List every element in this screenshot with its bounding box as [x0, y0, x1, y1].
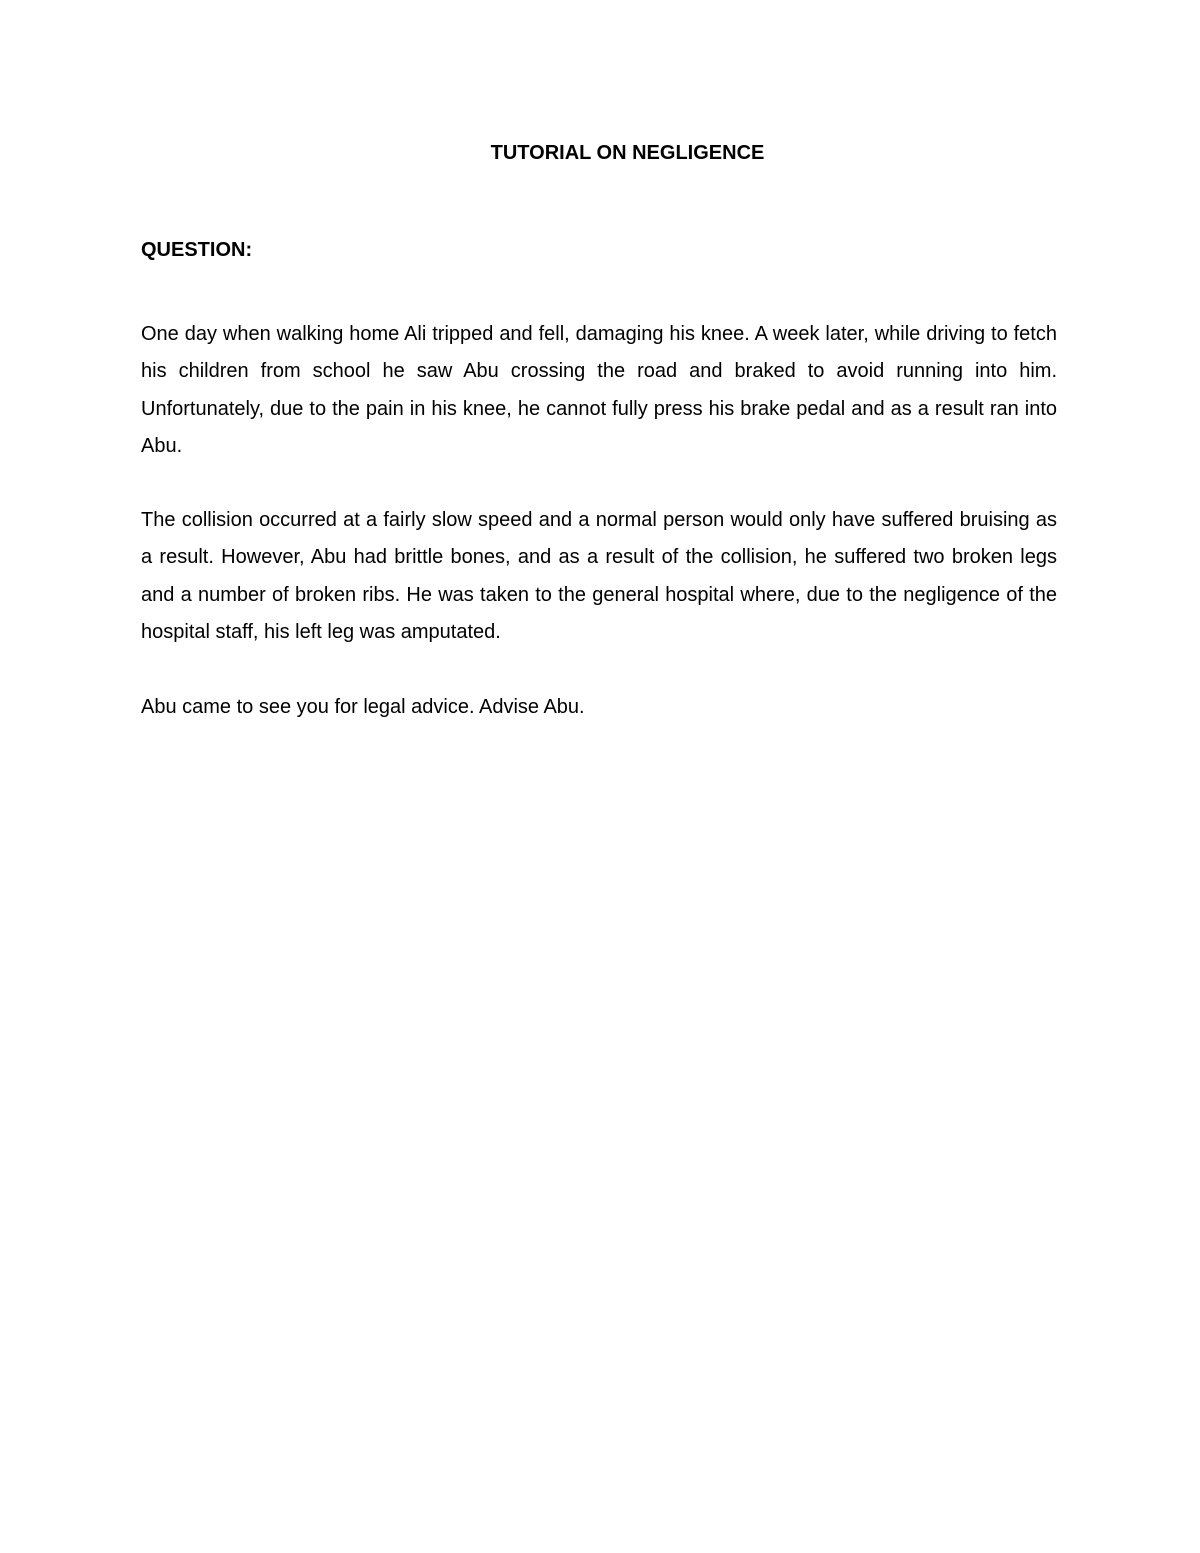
question-heading: QUESTION:	[141, 239, 253, 261]
paragraph-facts: One day when walking home Ali tripped and fell, damaging his knee. A week later, while driving to fetch his children from school he saw Abu crossing the road and braked to avoid running into him. Unfortunately, due to the pain in his knee, he cannot fully press his brake pedal and as a result ran into Abu.	[141, 323, 1057, 458]
paragraph-injuries: The collision occurred at a fairly slow speed and a normal person would only have suffered bruising as a result. However, Abu had brittle bones, and as a result of the collision, he suffered two broken legs and a number of broken ribs. He was taken to the general hospital where, due to the negligence of the hospital staff, his left leg was amputated.	[141, 509, 1057, 644]
paragraph-instruction: Abu came to see you for legal advice. Advise Abu.	[141, 696, 585, 718]
document-title: TUTORIAL ON NEGLIGENCE	[490, 142, 765, 164]
